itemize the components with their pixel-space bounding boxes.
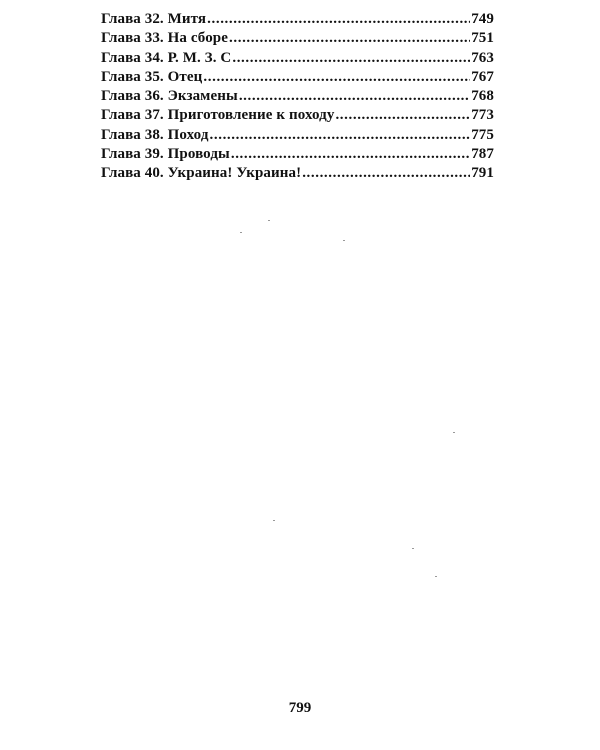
- toc-entry-33: [101, 30, 494, 49]
- scan-speck: [268, 220, 270, 221]
- toc-entry-37: [101, 107, 494, 126]
- toc-entry-label: Глава 35. Отец: [101, 68, 203, 85]
- toc-entry-34: [101, 50, 494, 69]
- toc-entry-label: Глава 37. Приготовление к походу: [101, 107, 335, 124]
- table-of-contents: [101, 11, 494, 185]
- toc-entry-label: Глава 33. На сборе: [101, 30, 229, 47]
- toc-page-number: 768: [471, 88, 494, 105]
- dot-leader: [335, 107, 470, 124]
- dot-leader: [232, 50, 470, 67]
- toc-page-number: 763: [471, 49, 494, 66]
- toc-entry-32: [101, 11, 494, 30]
- toc-page-number: 791: [471, 165, 494, 182]
- scan-speck: [273, 520, 275, 521]
- toc-page-number: 787: [471, 146, 494, 163]
- toc-entry-36: [101, 88, 494, 107]
- toc-page-number: 773: [471, 107, 494, 124]
- toc-page-number: 749: [471, 11, 494, 27]
- scan-speck: [343, 240, 345, 241]
- toc-entry-label: Глава 36. Экзамены: [101, 88, 238, 105]
- scan-speck: [435, 576, 437, 577]
- scan-speck: [240, 232, 242, 233]
- scan-speck: [412, 548, 414, 549]
- toc-entry-label: Глава 32. Митя: [101, 11, 207, 27]
- toc-entry-40: [101, 165, 494, 184]
- dot-leader: [210, 127, 471, 144]
- toc-entry-39: [101, 146, 494, 165]
- toc-entry-38: [101, 127, 494, 146]
- toc-page-number: 775: [471, 126, 494, 143]
- dot-leader: [229, 30, 470, 47]
- dot-leader: [231, 146, 470, 163]
- toc-entry-35: [101, 69, 494, 88]
- toc-entry-label: Глава 34. Р. М. З. С: [101, 49, 232, 66]
- dot-leader: [203, 69, 470, 86]
- toc-entry-label: Глава 39. Проводы: [101, 146, 230, 163]
- toc-entry-label: Глава 38. Поход: [101, 126, 209, 143]
- toc-entry-label: Глава 40. Украина! Украина!: [101, 165, 302, 182]
- dot-leader: [207, 11, 470, 28]
- dot-leader: [239, 88, 470, 105]
- toc-page-number: 767: [471, 68, 494, 85]
- toc-page-number: 751: [471, 30, 494, 47]
- dot-leader: [302, 165, 470, 182]
- scan-speck: [453, 432, 455, 433]
- page-number: 799: [288, 700, 312, 716]
